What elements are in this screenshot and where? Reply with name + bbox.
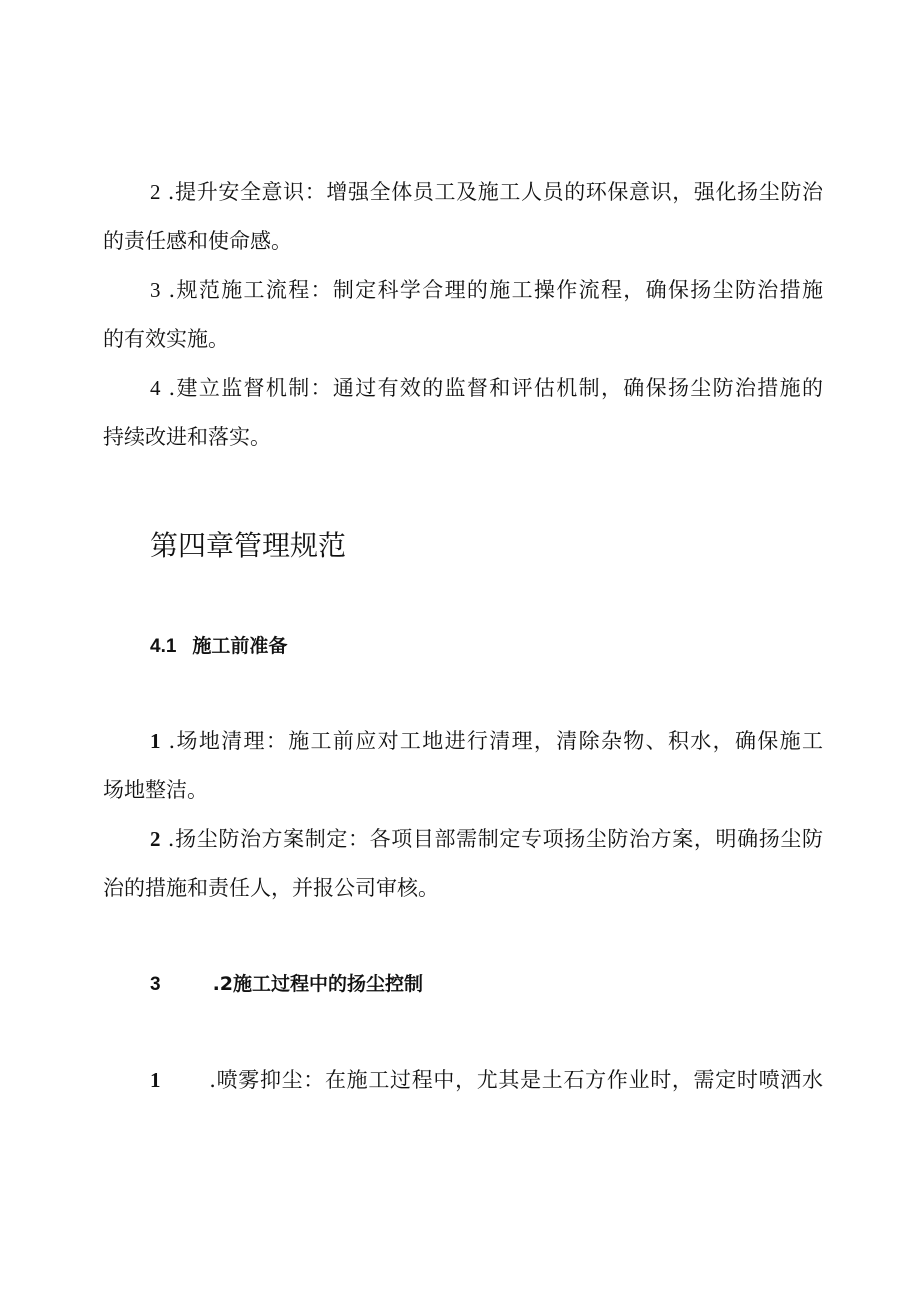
chapter-title: 第四章管理规范 xyxy=(150,529,347,562)
paragraph-text: .扬尘防治方案制定：各项目部需制定专项扬尘防治方案，明确扬尘防 xyxy=(167,827,823,851)
list-number: 3 xyxy=(150,278,161,302)
section-number: 4.1 xyxy=(150,636,177,657)
paragraph-text: 持续改进和落实。 xyxy=(103,425,271,449)
paragraph-text: 的责任感和使命感。 xyxy=(103,229,292,253)
paragraph-text: .规范施工流程：制定科学合理的施工操作流程，确保扬尘防治措施 xyxy=(168,278,823,302)
list-number: 2 xyxy=(150,180,161,204)
section-title: 施工前准备 xyxy=(192,635,288,657)
list-number: 1 xyxy=(150,729,161,753)
paragraph-text: .建立监督机制：通过有效的监督和评估机制，确保扬尘防治措施的 xyxy=(168,376,823,400)
paragraph-text: .喷雾抑尘：在施工过程中，尤其是土石方作业时，需定时喷洒水 xyxy=(209,1068,823,1092)
paragraph-text: .场地清理：施工前应对工地进行清理，清除杂物、积水，确保施工 xyxy=(168,729,823,753)
paragraph-text: 的有效实施。 xyxy=(103,327,229,351)
section-heading xyxy=(150,633,287,660)
paragraph-line xyxy=(103,325,823,353)
paragraph-line xyxy=(150,374,823,402)
paragraph-line xyxy=(150,178,823,206)
paragraph-line xyxy=(103,227,823,255)
paragraph-text: 场地整洁。 xyxy=(103,778,208,802)
paragraph-line xyxy=(150,825,823,853)
paragraph-line xyxy=(103,874,823,902)
paragraph-text: .提升安全意识：增强全体员工及施工人员的环保意识，强化扬尘防治 xyxy=(167,180,823,204)
section-title: .2施工过程中的扬尘控制 xyxy=(212,973,424,995)
paragraph-line xyxy=(150,1066,823,1094)
paragraph-line xyxy=(103,423,823,451)
paragraph-text: 治的措施和责任人，并报公司审核。 xyxy=(103,876,439,900)
paragraph-line xyxy=(150,276,823,304)
paragraph-line xyxy=(150,727,823,755)
list-number: 4 xyxy=(150,376,161,400)
section-heading xyxy=(150,971,423,998)
section-number: 3 xyxy=(150,974,161,995)
paragraph-line xyxy=(103,776,823,804)
list-number: 2 xyxy=(150,827,161,851)
list-number: 1 xyxy=(150,1068,161,1092)
